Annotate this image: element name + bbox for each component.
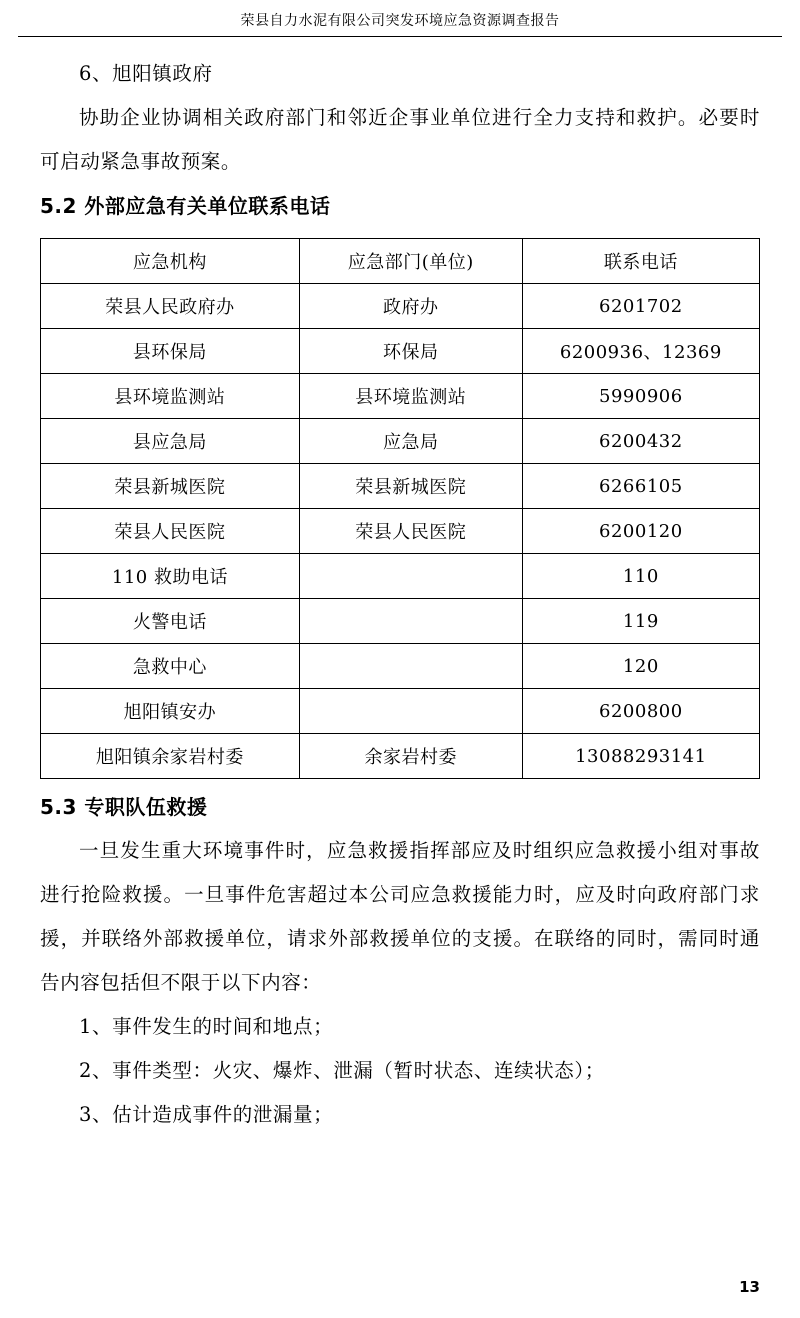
cell-phone: 6200432 [522, 419, 759, 464]
item-6-paragraph: 协助企业协调相关政府部门和邻近企事业单位进行全力支持和救护。必要时可启动紧急事故预案。 [40, 106, 760, 173]
cell-phone: 6200120 [522, 509, 759, 554]
page-number: 13 [739, 1278, 760, 1296]
cell-department [299, 689, 522, 734]
cell-phone: 110 [522, 554, 759, 599]
table-row [41, 689, 760, 734]
column-header-phone: 联系电话 [522, 239, 759, 284]
cell-agency: 110 救助电话 [41, 554, 300, 599]
cell-department: 政府办 [299, 284, 522, 329]
section-heading-5-2: 5.2 外部应急有关单位联系电话 [40, 194, 331, 218]
emergency-contacts-table [40, 238, 760, 779]
cell-agency: 荣县新城医院 [41, 464, 300, 509]
cell-department [299, 644, 522, 689]
item-6-title: 6、旭阳镇政府 [79, 62, 213, 85]
cell-phone: 5990906 [522, 374, 759, 419]
table-row [41, 644, 760, 689]
cell-department: 县环境监测站 [299, 374, 522, 419]
cell-phone: 119 [522, 599, 759, 644]
cell-phone: 6200936、12369 [522, 329, 759, 374]
header-divider [18, 36, 782, 37]
page-content [18, 44, 782, 1137]
column-header-agency: 应急机构 [41, 239, 300, 284]
cell-phone: 6200800 [522, 689, 759, 734]
spacer [40, 44, 760, 52]
cell-phone: 120 [522, 644, 759, 689]
cell-agency: 火警电话 [41, 599, 300, 644]
cell-department: 余家岩村委 [299, 734, 522, 779]
cell-department: 荣县新城医院 [299, 464, 522, 509]
table-row [41, 554, 760, 599]
table-row [41, 374, 760, 419]
table-row [41, 419, 760, 464]
list-item: 1、事件发生的时间和地点； [79, 1015, 334, 1038]
cell-agency: 县环保局 [41, 329, 300, 374]
header-title: 荣县自力水泥有限公司突发环境应急资源调查报告 [240, 13, 560, 29]
cell-agency: 旭阳镇余家岩村委 [41, 734, 300, 779]
section-5-3-paragraph: 一旦发生重大环境事件时，应急救援指挥部应及时组织应急救援小组对事故进行抢险救援。一旦事件危害超过本公司应急救援能力时，应及时向政府部门求援，并联络外部救援单位，请求外部救援单位的支援。在联络的同时，需同时通告内容包括但不限于以下内容： [40, 839, 760, 994]
cell-agency: 县应急局 [41, 419, 300, 464]
column-header-department: 应急部门(单位) [299, 239, 522, 284]
cell-phone: 6201702 [522, 284, 759, 329]
cell-phone: 13088293141 [522, 734, 759, 779]
table-row [41, 599, 760, 644]
table-row [41, 509, 760, 554]
cell-agency: 旭阳镇安办 [41, 689, 300, 734]
cell-department: 荣县人民医院 [299, 509, 522, 554]
list-item: 2、事件类型：火灾、爆炸、泄漏（暂时状态、连续状态）； [79, 1059, 605, 1082]
section-heading-5-3: 5.3 专职队伍救援 [40, 795, 208, 819]
table-header-row [41, 239, 760, 284]
cell-department [299, 554, 522, 599]
list-item: 3、估计造成事件的泄漏量； [79, 1103, 334, 1126]
cell-agency: 县环境监测站 [41, 374, 300, 419]
table-row [41, 329, 760, 374]
page-header [18, 0, 782, 37]
cell-agency: 荣县人民医院 [41, 509, 300, 554]
table-row [41, 284, 760, 329]
cell-agency: 急救中心 [41, 644, 300, 689]
cell-phone: 6266105 [522, 464, 759, 509]
cell-department: 环保局 [299, 329, 522, 374]
cell-department: 应急局 [299, 419, 522, 464]
cell-department [299, 599, 522, 644]
cell-agency: 荣县人民政府办 [41, 284, 300, 329]
table-row [41, 464, 760, 509]
table-row [41, 734, 760, 779]
